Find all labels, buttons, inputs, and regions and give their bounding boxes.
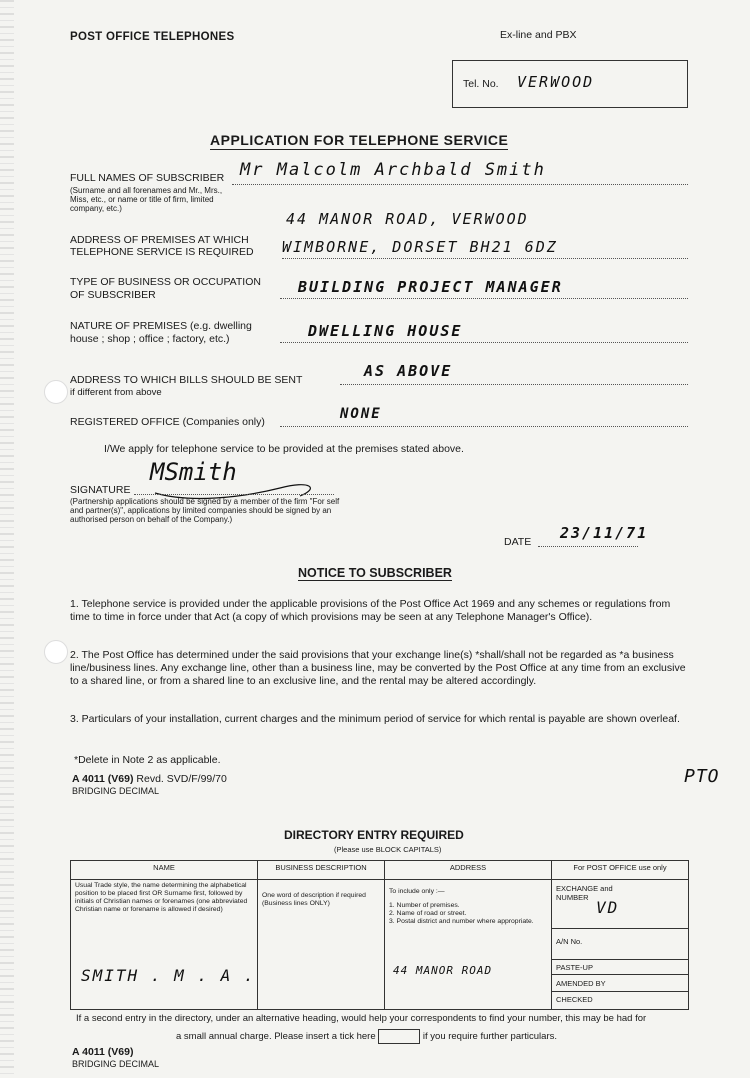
address-label-1: ADDRESS OF PREMISES AT WHICH [70,234,249,246]
office-an [552,929,688,960]
address-hint-title: To include only :— [389,888,445,895]
full-names-value[interactable]: Mr Malcolm Archbald Smith [240,160,546,180]
full-names-line [232,184,688,185]
pto-note: PTO [684,766,720,787]
registered-value[interactable]: NONE [340,406,382,422]
notice-title: NOTICE TO SUBSCRIBER [298,566,452,580]
paste-up-label: PASTE-UP [556,963,593,972]
office-paste-up [552,960,688,975]
directory-header-row [71,861,689,880]
address-value: 44 MANOR ROAD [393,964,493,977]
date-label: DATE [504,536,532,548]
col-office: For POST OFFICE use only [552,861,689,880]
amended-label: AMENDED BY [556,979,606,988]
bills-label: ADDRESS TO WHICH BILLS SHOULD BE SENT [70,374,303,386]
name-cell[interactable] [71,880,258,1010]
full-names-hint: (Surname and all forenames and Mr., Mrs., Miss, etc., or name or title of firm, limited company, etc.) [70,186,223,213]
exchange-label: EXCHANGE and NUMBER [556,884,613,902]
directory-table [70,860,689,1010]
signature-hint: (Partnership applications should be signed by a member of the firm "For self and partner(s)", applications by limited companies should be signed by an authorised person on behalf of the Company.) [70,497,340,524]
name-value: SMITH . M . A . [81,966,256,985]
bills-sub: if different from above [70,387,162,398]
premises-value[interactable]: DWELLING HOUSE [308,322,463,340]
full-names-label: FULL NAMES OF SUBSCRIBER [70,172,225,184]
name-hint: Usual Trade style, the name determining the alphabetical position to be placed first OR Surname first, followed by initials of Christian names or forenames (one abbreviated Christian name or forename is allowed if desired) [75,882,248,913]
col-address: ADDRESS [385,861,552,880]
business-label-1: TYPE OF BUSINESS OR OCCUPATION [70,276,261,288]
directory-title: DIRECTORY ENTRY REQUIRED [284,828,464,842]
registered-label: REGISTERED OFFICE (Companies only) [70,416,265,428]
bills-line [340,384,688,385]
business-hint: One word of description if required (Business lines ONLY) [262,892,366,907]
address-hint-1: 1. Number of premises. [389,902,460,909]
address-line-1[interactable]: 44 MANOR ROAD, VERWOOD [286,210,529,228]
office-exchange [552,880,688,929]
form-ref-sub: BRIDGING DECIMAL [72,786,160,796]
col-business: BUSINESS DESCRIPTION [258,861,385,880]
form-ref-revd: Revd. SVD/F/99/70 [136,773,227,785]
scan-edge [0,0,14,1078]
registered-line [280,426,688,427]
signature-value[interactable]: MSmith [150,458,237,486]
signature-line [134,494,334,495]
bills-value[interactable]: AS ABOVE [364,362,453,380]
office-cell [552,880,689,1010]
business-cell[interactable] [258,880,385,1010]
second-entry-text-b: if you require further particulars. [422,1031,558,1043]
footer-sub: BRIDGING DECIMAL [72,1059,160,1069]
second-entry-text-a: a small annual charge. Please insert a tick here [176,1031,376,1043]
premises-label-2: house ; shop ; office ; factory, etc.) [70,333,230,345]
tel-label: Tel. No. [463,78,499,90]
date-line [538,546,638,547]
punch-hole-top [44,380,68,404]
signature-label: SIGNATURE [70,484,131,496]
col-name: NAME [71,861,258,880]
form-ref-code: A 4011 (V69) [72,773,134,785]
business-line [280,298,688,299]
tel-number-box[interactable] [452,60,688,108]
org-name: POST OFFICE TELEPHONES [70,31,235,43]
address-line [282,258,688,259]
second-entry-line-2 [176,1029,557,1044]
tel-value: VERWOOD [517,73,595,91]
tick-box[interactable] [378,1029,420,1044]
office-checked [552,992,688,1006]
office-amended [552,975,688,992]
notice-item-2: 2. The Post Office has determined under the said provisions that your exchange line(s) *shall/shall not be regarded as *a business line/business lines. Any exchange line, other than a business line, may be converted by the Post Office at any time from an exclusive to a shared line, or from a shared line to an exclusive line, and the rental may be altered accordingly. [70,649,686,687]
directory-entry-row [71,880,689,1010]
delete-note: *Delete in Note 2 as applicable. [74,754,221,766]
business-label-2: OF SUBSCRIBER [70,289,156,301]
address-label-2: TELEPHONE SERVICE IS REQUIRED [70,246,254,258]
address-hint-3: 3. Postal district and number where appropriate. [389,918,534,925]
footer-code: A 4011 (V69) [72,1046,134,1058]
directory-subtitle: (Please use BLOCK CAPITALS) [334,845,442,854]
punch-hole-bottom [44,640,68,664]
exchange-value: VD [596,898,620,917]
an-label: A/N No. [556,937,583,946]
notice-item-1: 1. Telephone service is provided under the applicable provisions of the Post Office Act 1969 and any schemes or regulations from time to time in force under that Act (a copy of which provisions may be seen at any Telephone Manager's Office). [70,598,671,623]
checked-label: CHECKED [556,995,593,1004]
line-type: Ex-line and PBX [500,29,577,41]
form-ref [72,773,227,785]
date-value[interactable]: 23/11/71 [560,524,649,542]
apply-statement: I/We apply for telephone service to be provided at the premises stated above. [104,443,464,455]
notice-item-3: 3. Particulars of your installation, current charges and the minimum period of service for which rental is payable are shown overleaf. [70,713,680,725]
business-value[interactable]: BUILDING PROJECT MANAGER [298,278,563,296]
premises-label-1: NATURE OF PREMISES (e.g. dwelling [70,320,252,332]
address-cell[interactable] [385,880,552,1010]
second-entry-line-1: If a second entry in the directory, under an alternative heading, would help your correspondents to find your number, this may be had for [76,1013,647,1024]
address-hint-2: 2. Name of road or street. [389,910,467,917]
address-line-2[interactable]: WIMBORNE, DORSET BH21 6DZ [282,238,558,256]
premises-line [280,342,688,343]
form-title: APPLICATION FOR TELEPHONE SERVICE [210,132,509,148]
